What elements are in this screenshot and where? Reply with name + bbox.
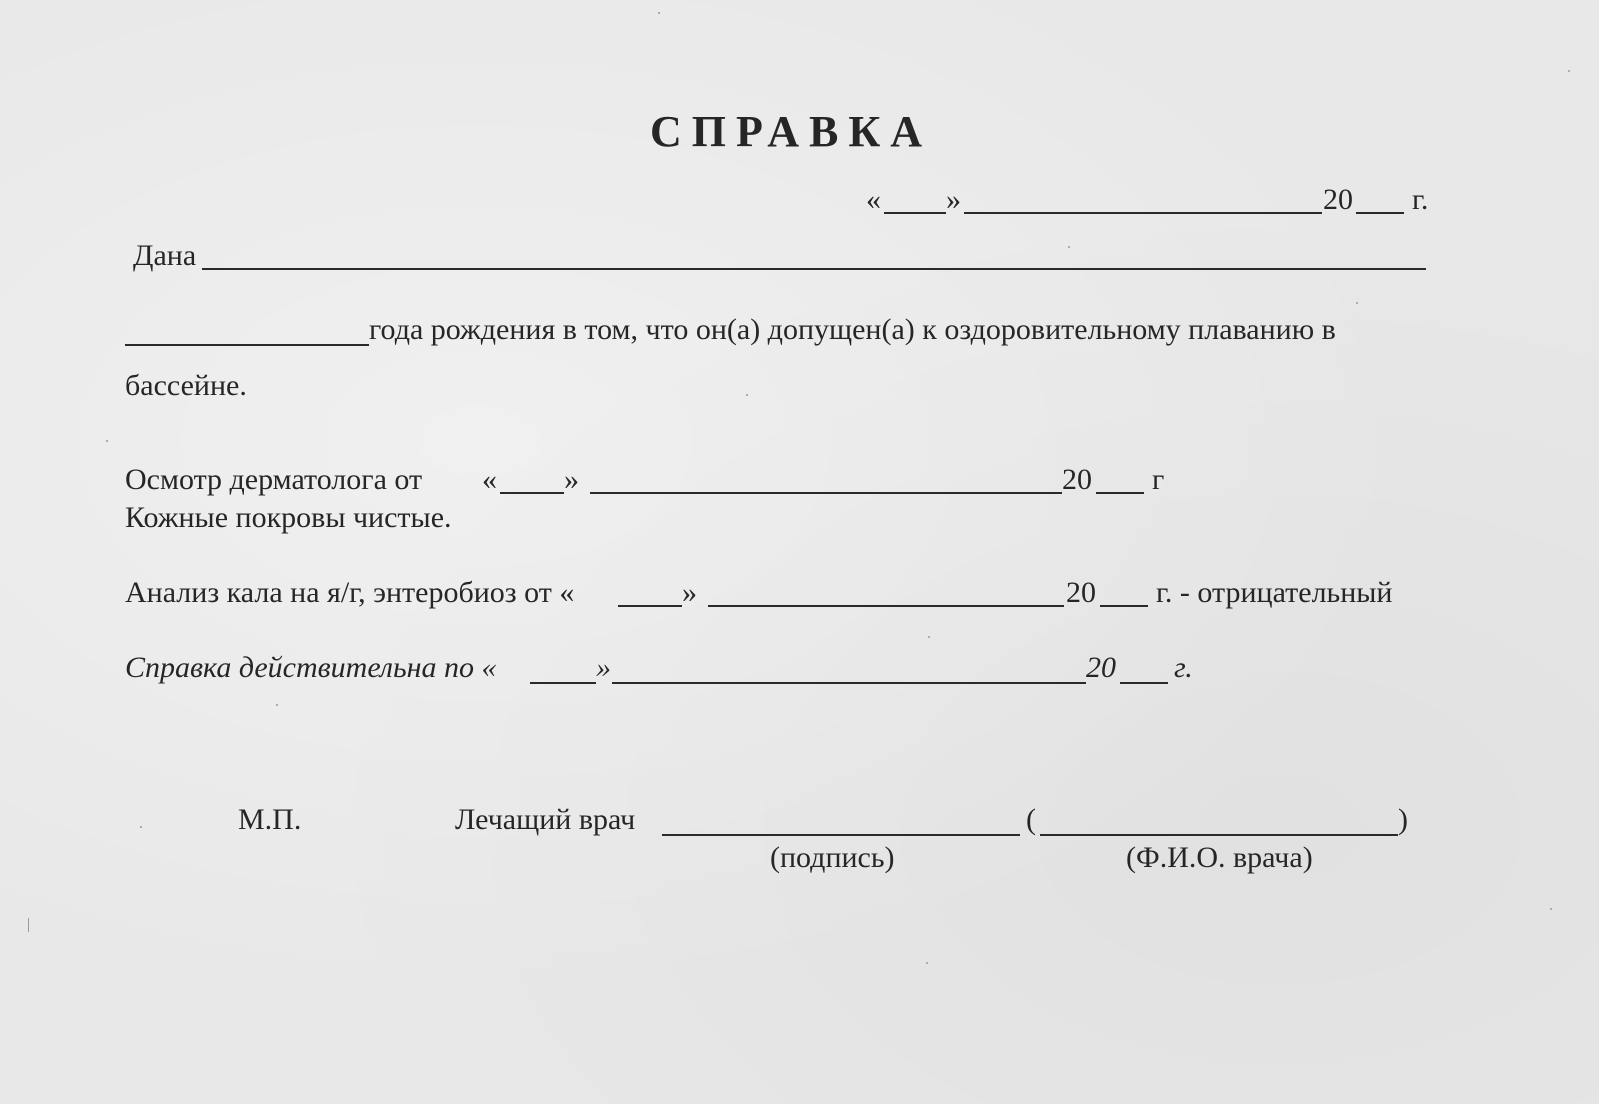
scan-speck (28, 918, 29, 932)
validity-month-blank[interactable] (612, 682, 1086, 684)
scan-speck (746, 394, 748, 396)
validity-label: Справка действительна по « (125, 651, 497, 684)
stool-test-result: г. - отрицательный (1156, 576, 1393, 609)
doctor-label: Лечащий врач (455, 803, 636, 836)
doctor-name-caption: (Ф.И.О. врача) (1126, 841, 1313, 874)
dermatologist-label: Осмотр дерматолога от (125, 463, 423, 496)
birth-admission-text-cont: бассейне. (125, 369, 247, 402)
validity-close-quote: » (596, 651, 611, 684)
scan-speck (140, 826, 142, 828)
scan-speck (1568, 70, 1570, 72)
dermatologist-year-blank[interactable] (1096, 492, 1144, 494)
date-year-blank[interactable] (1356, 212, 1404, 214)
doctor-name-blank[interactable] (1040, 834, 1398, 836)
name-close-paren: ) (1398, 803, 1408, 836)
date-close-quote: » (946, 183, 961, 216)
signature-caption: (подпись) (770, 841, 895, 874)
name-open-paren: ( (1026, 803, 1036, 836)
date-month-blank[interactable] (964, 212, 1322, 214)
scan-speck (658, 12, 660, 14)
scan-speck (1068, 246, 1070, 248)
doctor-signature-blank[interactable] (662, 834, 1020, 836)
dermatologist-result: Кожные покровы чистые. (125, 501, 452, 534)
birth-admission-text: года рождения в том, что он(а) допущен(а) к оздоровительному плаванию в (369, 313, 1336, 346)
date-day-blank[interactable] (884, 212, 946, 214)
scan-speck (276, 704, 278, 706)
issued-to-name-blank[interactable] (202, 268, 1426, 270)
dermatologist-day-blank[interactable] (500, 492, 564, 494)
date-open-quote: « (866, 183, 881, 216)
scan-speck (926, 962, 928, 964)
stool-test-year-prefix: 20 (1066, 576, 1096, 609)
validity-year-suffix: г. (1174, 651, 1193, 684)
stool-test-month-blank[interactable] (708, 605, 1064, 607)
validity-year-blank[interactable] (1120, 682, 1168, 684)
dermatologist-year-suffix: г (1152, 463, 1165, 496)
scan-speck (928, 636, 930, 638)
stool-test-close-quote: » (682, 576, 697, 609)
birth-year-blank[interactable] (125, 344, 369, 346)
stool-test-year-blank[interactable] (1100, 605, 1148, 607)
validity-day-blank[interactable] (530, 682, 596, 684)
date-year-prefix: 20 (1323, 183, 1353, 216)
stool-test-day-blank[interactable] (618, 605, 682, 607)
document-title: СПРАВКА (650, 107, 933, 156)
issued-to-label: Дана (133, 239, 197, 272)
stool-test-label: Анализ кала на я/г, энтеробиоз от « (125, 576, 575, 609)
scan-speck (1550, 908, 1552, 910)
validity-year-prefix: 20 (1086, 651, 1116, 684)
stamp-label: М.П. (238, 803, 302, 836)
scan-speck (1356, 302, 1358, 304)
dermatologist-close-quote: » (564, 463, 579, 496)
dermatologist-year-prefix: 20 (1062, 463, 1092, 496)
scan-speck (106, 440, 108, 442)
date-year-suffix: г. (1412, 183, 1429, 216)
dermatologist-month-blank[interactable] (590, 492, 1062, 494)
dermatologist-open-quote: « (482, 463, 497, 496)
